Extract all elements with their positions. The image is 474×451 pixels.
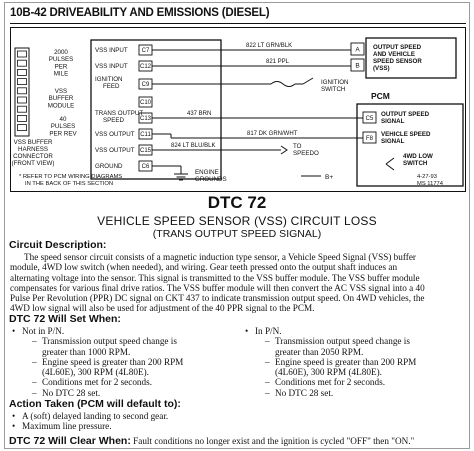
list-item: – Transmission output speed change is xyxy=(32,336,177,347)
sensor-pin-label: A xyxy=(355,46,360,54)
list-item-continuation: (4L60E), 300 RPM (4L80E). xyxy=(42,367,149,378)
will-clear-text: Fault conditions no longer exist and the ignition is cycled "OFF" then "ON." xyxy=(133,436,415,446)
terminal-pin-label: C13 xyxy=(139,116,152,123)
engine-grounds-label: ENGINE xyxy=(195,169,219,176)
pulse-per-mile-label: PULSES xyxy=(48,56,74,64)
pulse-per-mile-label: 2000 xyxy=(54,49,68,56)
wire-label: 824 LT BLU/BLK xyxy=(171,143,216,149)
dtc-subtitle: VEHICLE SPEED SENSOR (VSS) CIRCUIT LOSS xyxy=(97,214,377,228)
list-item-continuation: (4L60E), 300 RPM (4L80E). xyxy=(275,367,382,378)
pulse-per-rev-label: 40 xyxy=(59,116,67,123)
pcm-signal-label: VEHICLE SPEED xyxy=(381,131,431,138)
connector-pin-cavity xyxy=(18,125,27,131)
pcm-label: PCM xyxy=(371,91,390,101)
pulse-per-rev-label: PULSES xyxy=(50,123,76,131)
vss-buffer-module-label: BUFFER xyxy=(48,95,74,103)
vss-buffer-module-label: VSS xyxy=(54,88,68,95)
date-code-label: MS 11774 xyxy=(417,180,443,187)
dtc-title: DTC 72 xyxy=(207,193,267,212)
list-item: – No DTC 28 set. xyxy=(265,387,334,398)
pulse-per-mile-label: MILE xyxy=(53,70,69,78)
terminal-label: FEED xyxy=(103,83,120,90)
will-clear-line xyxy=(9,435,414,447)
connector-caption: CONNECTOR xyxy=(13,153,53,160)
circuit-line: compensates for various final drive ratios. The VSS buffer module will then convert the AC VSS signal into a 40 xyxy=(10,282,425,293)
action-taken-heading: Action Taken (PCM will default to): xyxy=(9,398,181,410)
vss-sensor-label: (VSS) xyxy=(373,65,390,72)
connector-pin-cavity xyxy=(18,69,27,75)
pcm-signal-label: SIGNAL xyxy=(381,118,405,125)
terminal-label: VSS INPUT xyxy=(95,47,128,54)
circuit-description-text xyxy=(10,252,465,314)
ignition-switch-label: IGNITION xyxy=(321,79,349,86)
terminal-pin-label: C15 xyxy=(139,148,152,155)
fuse-symbol xyxy=(271,82,295,87)
pcm-pin-label: F8 xyxy=(365,136,374,142)
connector-pin-cavity xyxy=(18,51,27,57)
page-header xyxy=(10,5,466,24)
pcm-wiring-note: IN THE BACK OF THIS SECTION xyxy=(25,181,114,187)
terminal-pin-label: C10 xyxy=(139,100,152,107)
pcm-switch-symbol xyxy=(386,158,394,170)
wiring-diagram xyxy=(10,27,466,192)
action-taken-list xyxy=(10,411,310,432)
dtc-subtitle-secondary: (TRANS OUTPUT SPEED SIGNAL) xyxy=(152,228,322,240)
terminal-pin-label: C12 xyxy=(139,64,152,71)
list-item: • Not in P/N. xyxy=(12,326,65,336)
connector-pin-cavity xyxy=(18,79,27,85)
pcm-signal-label: SIGNAL xyxy=(381,138,405,145)
terminal-pin-label: C7 xyxy=(141,48,150,55)
list-item: – Conditions met for 2 seconds. xyxy=(32,377,152,388)
circuit-line: The speed sensor circuit consists of a magnetic induction type sensor, a Vehicle Speed Signal (VSS) buffer xyxy=(24,252,416,262)
connector-caption: VSS BUFFER xyxy=(13,139,53,146)
circuit-description-heading: Circuit Description: xyxy=(9,239,107,251)
list-item: • In P/N. xyxy=(245,326,282,336)
vss-sensor-label: SPEED SENSOR xyxy=(373,58,422,65)
connector-pin-cavity xyxy=(18,106,27,112)
to-speedo-label: TO xyxy=(293,143,302,150)
vss-sensor-label: AND VEHICLE xyxy=(373,51,415,58)
wire-label: 817 DK GRN/WHT xyxy=(247,131,298,137)
page-title: 10B-42 DRIVEABILITY AND EMISSIONS (DIESEL) xyxy=(10,7,270,19)
terminal-pin-label: C11 xyxy=(140,132,151,139)
terminal-label: TRANS OUTPUT xyxy=(95,110,144,117)
sensor-pin-label: B xyxy=(355,62,360,70)
vss-buffer-module-label: MODULE xyxy=(47,102,75,110)
terminal-label: VSS INPUT xyxy=(95,63,128,70)
list-item-continuation: greater than 1000 RPM. xyxy=(42,346,131,357)
terminal-label: VSS OUTPUT xyxy=(95,147,135,154)
wiring-diagram-svg xyxy=(11,28,467,193)
list-item: • A (soft) delayed landing to second gear. xyxy=(12,411,169,421)
pcm-wiring-note: * REFER TO PCM WIRING DIAGRAMS xyxy=(19,174,123,180)
connector-caption: HARNESS xyxy=(18,146,48,153)
connector-caption: (FRONT VIEW) xyxy=(11,160,55,167)
wire-label: 822 LT GRN/BLK xyxy=(246,43,293,49)
list-item-continuation: greater than 2050 RPM. xyxy=(275,346,364,357)
will-set-right-column xyxy=(243,326,467,398)
terminal-label: VSS OUTPUT xyxy=(95,131,135,138)
b-plus-label: B+ xyxy=(325,174,334,181)
list-item: – Engine speed is greater than 200 RPM xyxy=(265,356,417,367)
pcm-signal-label: OUTPUT SPEED xyxy=(381,111,430,118)
engine-grounds-label: GROUNDS xyxy=(195,176,227,183)
terminal-pin-label: C9 xyxy=(141,82,150,89)
wire-label: 437 BRN xyxy=(187,111,212,117)
pcm-pin-label: C5 xyxy=(365,116,374,122)
terminal-pin-label: C6 xyxy=(141,164,150,171)
list-item: – No DTC 28 set. xyxy=(32,387,101,398)
ignition-switch-contact xyxy=(303,78,313,84)
to-speedo-label: SPEEDO xyxy=(293,150,319,157)
date-code-label: 4-27-93 xyxy=(417,174,437,180)
connector-pin-cavity xyxy=(18,115,27,121)
list-item: – Engine speed is greater than 200 RPM xyxy=(32,356,184,367)
pulse-per-rev-label: PER REV xyxy=(49,130,77,138)
pcm-signal-label: 4WD LOW xyxy=(403,153,433,160)
list-item: – Transmission output speed change is xyxy=(265,336,410,347)
circuit-line: Pulse Per Revolution (PPR) DC signal on CKT 437 to indicate transmission output speed. On 4WD vehicles, the xyxy=(10,293,425,304)
will-set-heading: DTC 72 Will Set When: xyxy=(9,313,121,325)
connector-pin-cavity xyxy=(18,97,27,103)
pcm-signal-label: SWITCH xyxy=(403,160,428,167)
list-item: • Maximum line pressure. xyxy=(12,421,112,432)
will-set-left-column xyxy=(10,326,230,398)
ignition-switch-label: SWITCH xyxy=(321,86,346,93)
connector-pin-cavity xyxy=(18,88,27,94)
circuit-line: alternating voltage into the sensor. This signal is transmitted to the VSS buffer module. The VSS buffer module xyxy=(10,272,420,283)
terminal-label: GROUND xyxy=(95,163,123,170)
wire-label: 821 PPL xyxy=(266,59,290,65)
terminal-label: IGNITION xyxy=(95,76,123,83)
circuit-line: 4WD low signal will also be used for adjustment of the 40 PPR signal to the PCM. xyxy=(10,303,315,314)
terminal-label: SPEED xyxy=(103,117,124,124)
to-speedo-arrow xyxy=(281,146,287,154)
pulse-per-mile-label: PER xyxy=(54,63,68,71)
connector-pin-cavity xyxy=(18,60,27,66)
vss-sensor-label: OUTPUT SPEED xyxy=(373,44,422,51)
list-item: – Conditions met for 2 seconds. xyxy=(265,377,385,388)
will-clear-heading: DTC 72 Will Clear When: xyxy=(9,435,131,447)
circuit-line: module, 4WD low switch (when needed), and wiring. Gear teeth pressed onto the output shaft induces an xyxy=(10,262,398,273)
